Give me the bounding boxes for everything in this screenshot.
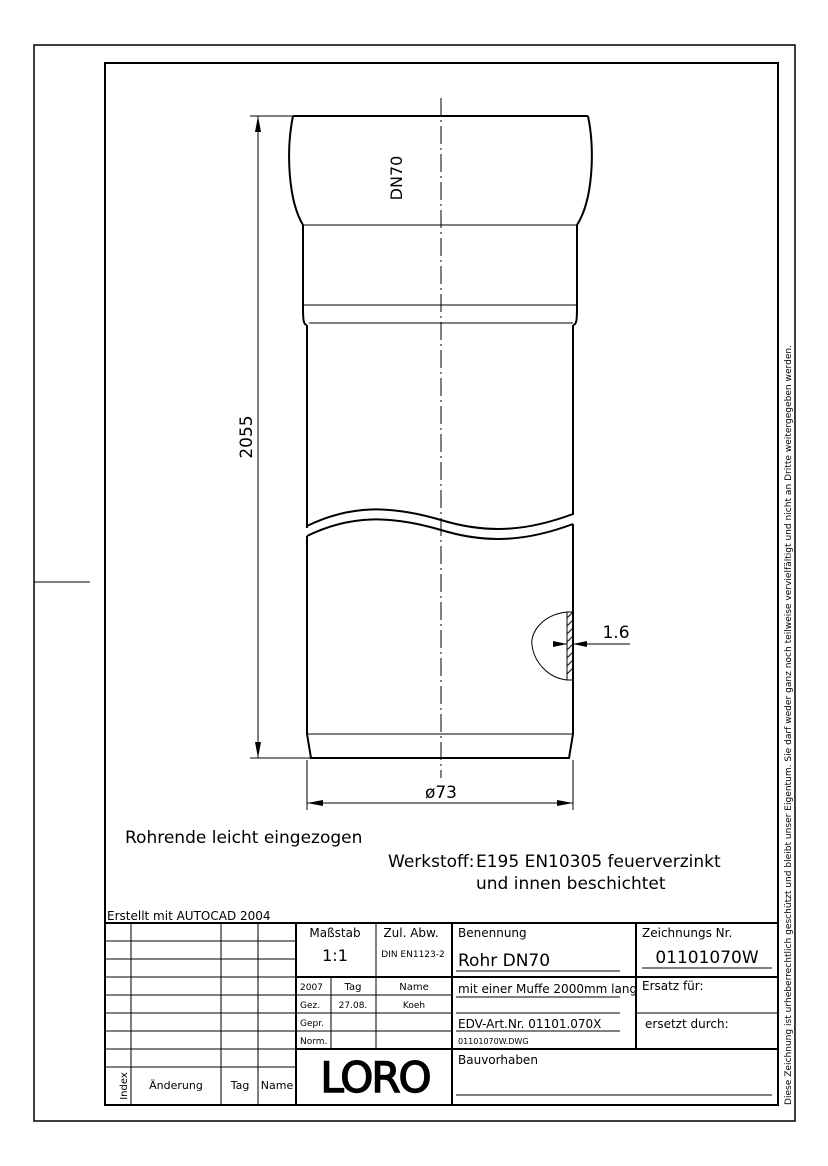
designation-value: Rohr DN70: [458, 951, 551, 971]
wall-arrow-left: [553, 641, 567, 647]
replacement-for-label: Ersatz für:: [642, 979, 704, 993]
drawn-date: 27.08.: [338, 1001, 368, 1011]
edv-article-number: EDV-Art.Nr. 01101.070X: [458, 1017, 602, 1031]
title-block: [105, 923, 778, 1105]
material-line-2: und innen beschichtet: [476, 874, 666, 894]
socket-left-contour: [289, 116, 307, 325]
diameter-arrow-right: [557, 800, 573, 806]
revision-table-lines: [105, 923, 296, 1105]
material-line-1: E195 EN10305 feuerverzinkt: [476, 852, 721, 872]
tolerance-value: DIN EN1123-2: [381, 950, 445, 960]
scale-value: 1:1: [322, 946, 348, 965]
logo-text: LORO: [320, 1053, 430, 1102]
break-line-upper: [307, 509, 573, 529]
drawing-number-value: 01101070W: [655, 948, 759, 968]
year-label: 2007: [300, 983, 323, 993]
wall-dimension-label: 1.6: [602, 623, 630, 643]
revision-name-header: Name: [260, 1079, 294, 1092]
length-arrow-bottom: [255, 742, 261, 758]
length-dimension-label: 2055: [237, 415, 257, 459]
replaced-by-label: ersetzt durch:: [645, 1017, 729, 1031]
drawn-label: Gez.: [300, 1001, 321, 1011]
project-label: Bauvorhaben: [458, 1053, 538, 1067]
scale-header: Maßstab: [309, 926, 361, 940]
nominal-size-label: DN70: [387, 155, 406, 201]
created-with-note: Erstellt mit AUTOCAD 2004: [107, 909, 271, 923]
wall-arrow-right: [573, 641, 587, 647]
length-arrow-top: [255, 116, 261, 132]
detail-outline: [532, 612, 567, 680]
designation-subtitle: mit einer Muffe 2000mm lang: [458, 982, 638, 996]
pipe-bottom-end: [307, 734, 573, 758]
pipe-end-note: Rohrende leicht eingezogen: [125, 828, 363, 848]
drawing-number-header: Zeichnungs Nr.: [642, 926, 733, 940]
revision-day-header: Tag: [230, 1079, 250, 1092]
norm-label: Norm.: [300, 1037, 328, 1047]
diameter-dimension-label: ø73: [424, 783, 458, 803]
tolerance-header: Zul. Abw.: [383, 926, 439, 940]
material-label: Werkstoff:: [388, 852, 475, 872]
checked-label: Gepr.: [300, 1019, 324, 1029]
revision-index-header: Index: [119, 1072, 130, 1100]
day-header: Tag: [344, 982, 362, 993]
copyright-note: Diese Zeichnung ist urheberrechtlich geschützt und bleibt unser Eigentum. Sie darf weder ganz noch teilweise vervielfältigt und nicht an Dritte weitergegeben werden.: [784, 349, 794, 1105]
file-name: 01101070W.DWG: [458, 1037, 529, 1046]
name-header: Name: [399, 982, 429, 993]
revision-change-header: Änderung: [149, 1079, 203, 1092]
diameter-arrow-left: [307, 800, 323, 806]
drawn-name: Koeh: [402, 1001, 426, 1011]
dimensions: [237, 116, 630, 810]
pipe-drawing: [289, 98, 592, 778]
socket-right-contour: [573, 116, 592, 325]
break-line-lower: [307, 519, 573, 539]
loro-logo: [320, 1053, 429, 1102]
designation-header: Benennung: [458, 926, 527, 940]
